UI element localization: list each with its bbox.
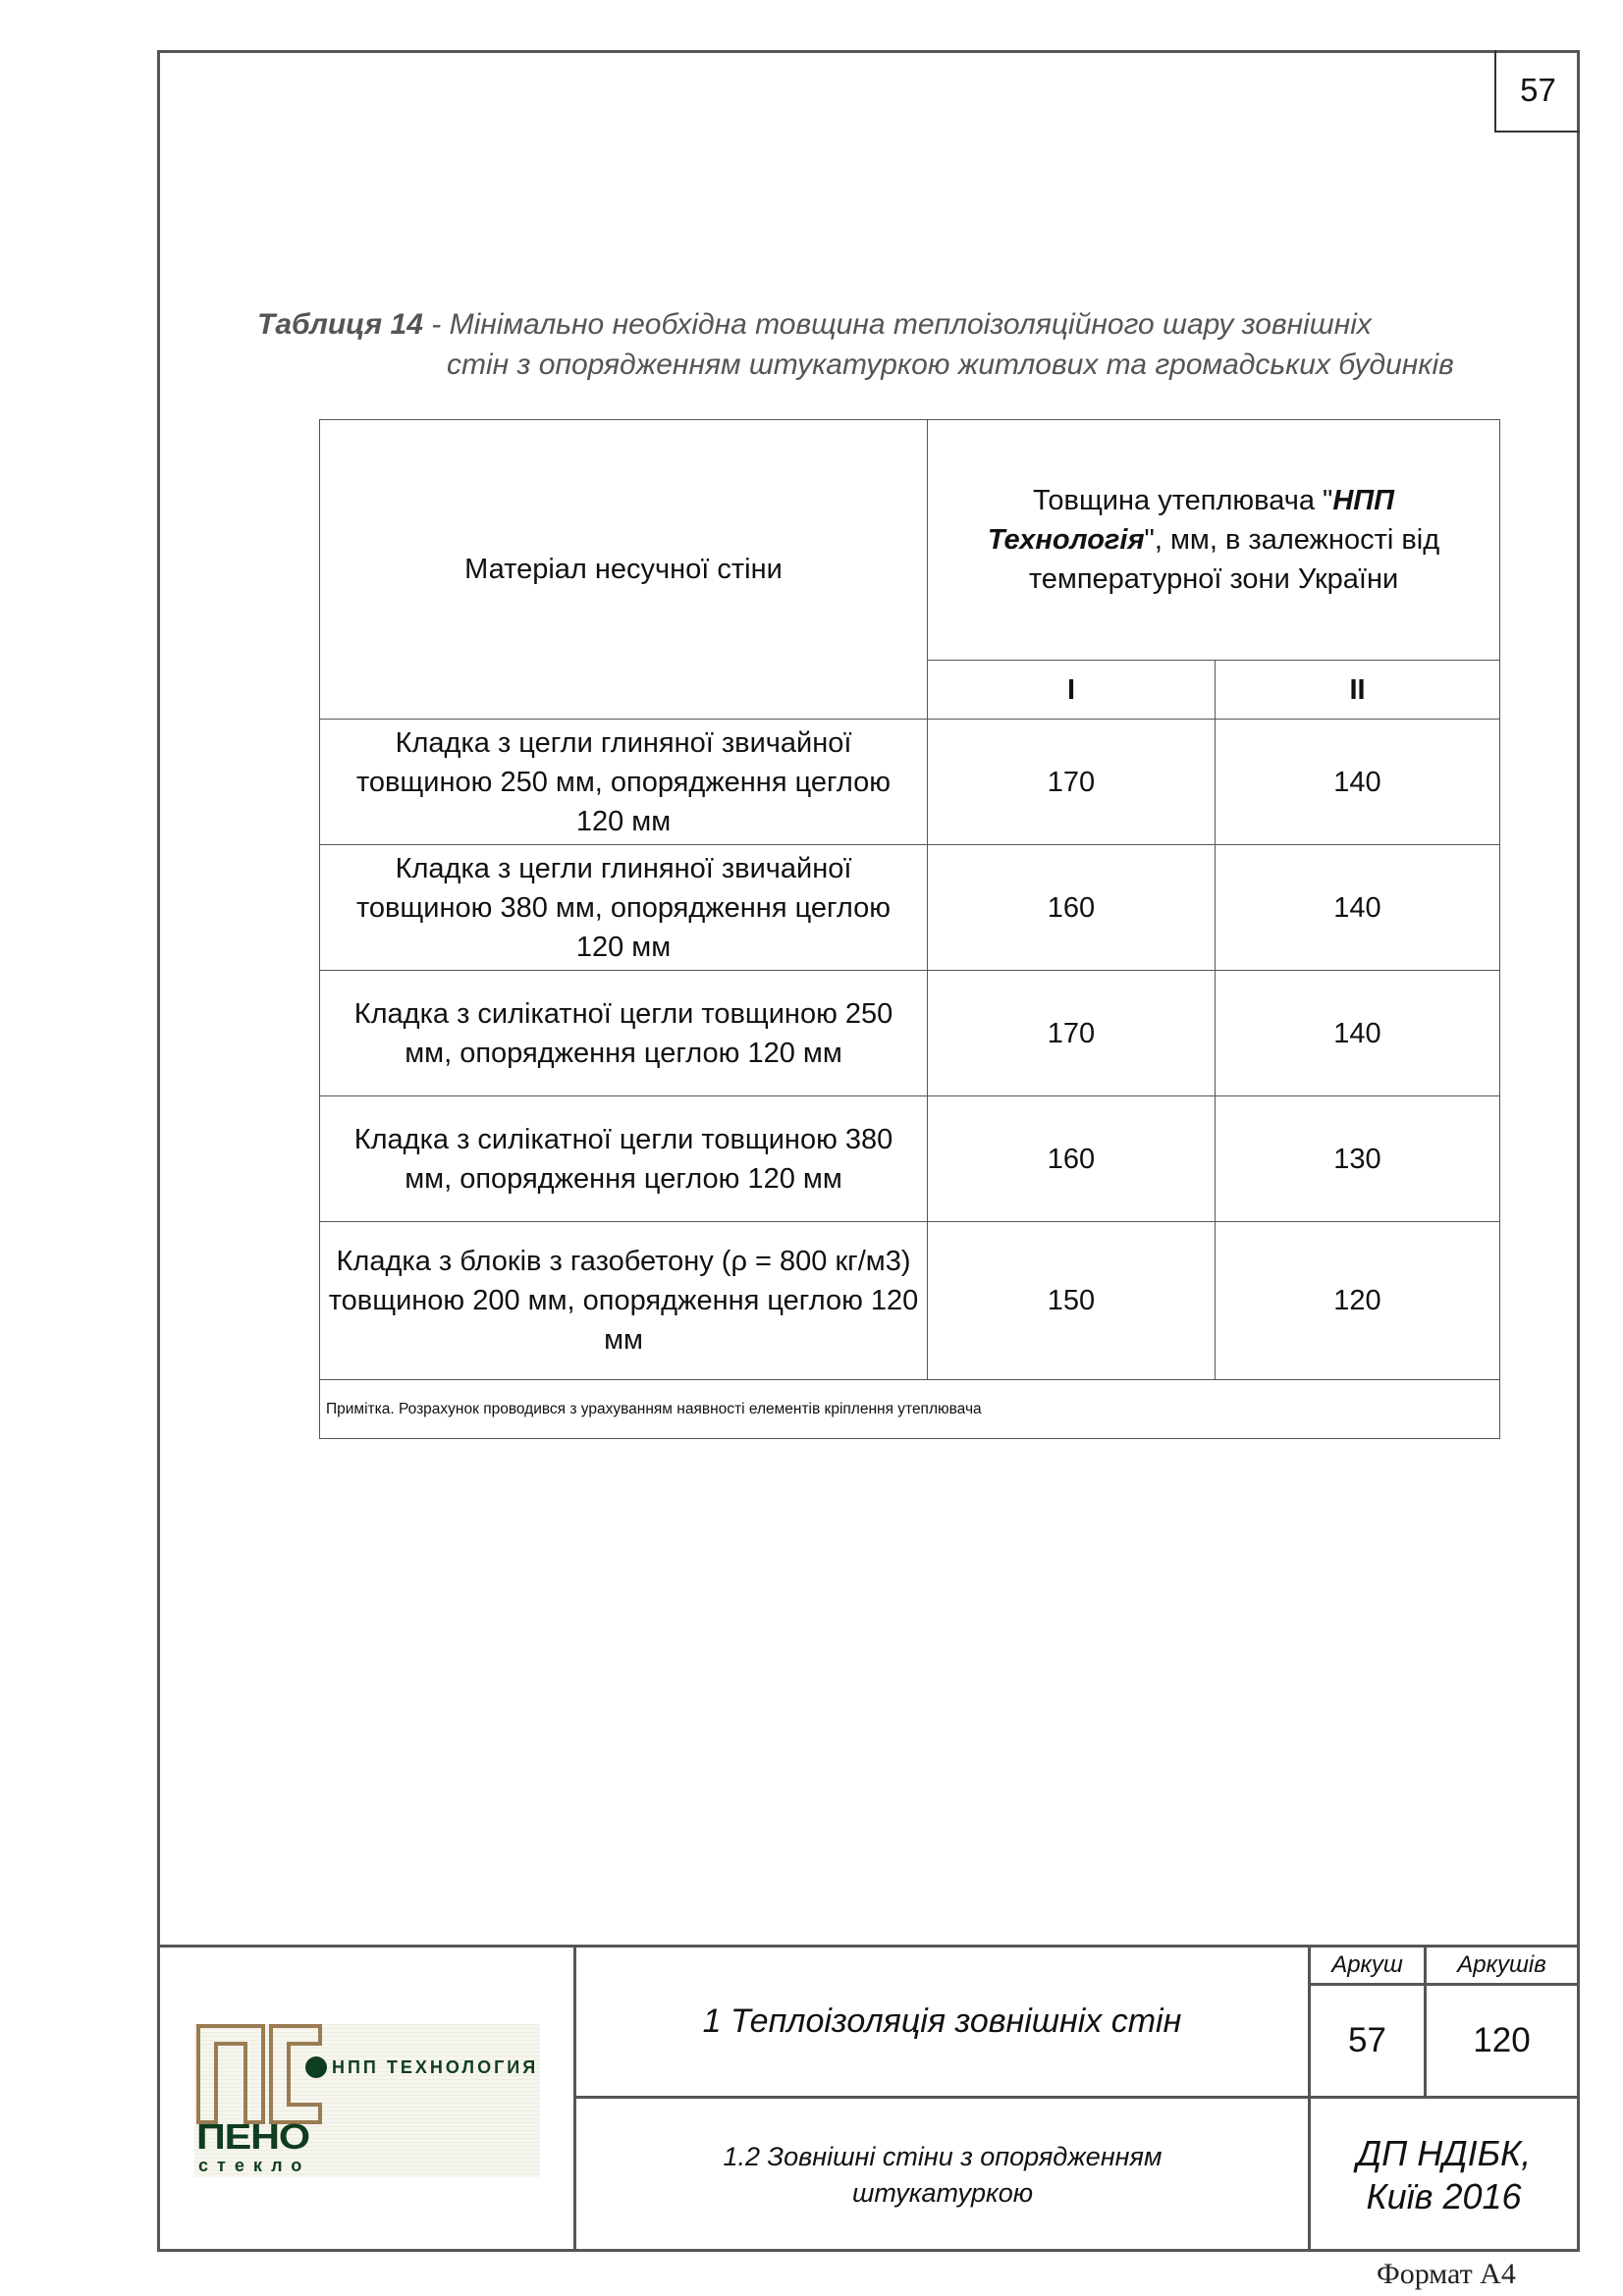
- caption-line1: Мінімально необхідна товщина теплоізоляційного шару зовнішніх: [449, 308, 1372, 341]
- zone1-cell: 150: [928, 1222, 1216, 1380]
- material-cell: Кладка з цегли глиняної звичайної товщиною 380 мм, опорядження цеглою 120 мм: [320, 845, 928, 971]
- caption-label: Таблиця 14: [257, 308, 423, 341]
- header-company-1: НПП: [1332, 485, 1395, 516]
- material-cell: Кладка з цегли глиняної звичайної товщиною 250 мм, опорядження цеглою 120 мм: [320, 720, 928, 845]
- organization: [1311, 2099, 1577, 2251]
- zone1-cell: 170: [928, 720, 1216, 845]
- caption-line2: стін з опорядженням штукатуркою житлових та громадських будинків: [447, 348, 1454, 381]
- header-thickness-pre: Товщина утеплювача ": [1032, 485, 1333, 516]
- page-number: 57: [1494, 50, 1580, 133]
- caption-separator: -: [422, 308, 450, 341]
- table-caption: [257, 304, 1573, 385]
- logo-brand-bottom: стекло: [198, 2156, 311, 2175]
- header-thickness: [928, 420, 1500, 661]
- material-cell: Кладка з силікатної цегли товщиною 250 мм, опорядження цеглою 120 мм: [320, 971, 928, 1096]
- logo-brand-top: ПЕНО: [196, 2116, 309, 2157]
- header-material: Матеріал несучної стіни: [320, 420, 928, 720]
- zone1-cell: 160: [928, 1096, 1216, 1222]
- section-title: 1 Теплоізоляція зовнішніх стін: [702, 2002, 1182, 2040]
- header-thickness-post: ", мм, в залежності від температурної зони України: [1028, 524, 1440, 595]
- table-row: [320, 1222, 1500, 1380]
- logo-company: НПП ТЕХНОЛОГИЯ: [332, 2057, 539, 2077]
- insulation-table: [319, 419, 1500, 1439]
- company-logo: [194, 2024, 540, 2177]
- subsection-title: 1.2 Зовнішні стіни з опорядженням штукатуркою: [723, 2141, 1163, 2208]
- sheet-value: 57: [1348, 2021, 1386, 2059]
- header-company-2: Технологія: [987, 524, 1145, 556]
- material-cell: Кладка з блоків з газобетону (ρ = 800 кг/м3) товщиною 200 мм, опорядження цеглою 120 мм: [320, 1222, 928, 1380]
- zone2-cell: 140: [1216, 720, 1500, 845]
- sheet-label: Аркуш: [1331, 1951, 1403, 1978]
- organization-line2: Київ 2016: [1366, 2175, 1522, 2216]
- zone1-cell: 170: [928, 971, 1216, 1096]
- table-row: [320, 971, 1500, 1096]
- zone2-cell: 140: [1216, 845, 1500, 971]
- sheets-value: 120: [1473, 2021, 1531, 2059]
- zone1-cell: 160: [928, 845, 1216, 971]
- material-cell: Кладка з силікатної цегли товщиною 380 мм, опорядження цеглою 120 мм: [320, 1096, 928, 1222]
- table-note: Примітка. Розрахунок проводився з урахуванням наявності елементів кріплення утеплювача: [320, 1380, 1500, 1439]
- logo-dot-icon: [305, 2056, 327, 2078]
- zone2-cell: 130: [1216, 1096, 1500, 1222]
- table-row: [320, 1096, 1500, 1222]
- header-zone-2: II: [1216, 661, 1500, 720]
- table-row: [320, 845, 1500, 971]
- sheets-label: Аркушів: [1457, 1951, 1546, 1978]
- organization-line1: ДП НДІБК,: [1356, 2132, 1532, 2173]
- table-note-row: [320, 1380, 1500, 1439]
- paper-format: Формат А4: [1377, 2258, 1516, 2290]
- zone2-cell: 140: [1216, 971, 1500, 1096]
- table-row: [320, 720, 1500, 845]
- header-zone-1: I: [928, 661, 1216, 720]
- zone2-cell: 120: [1216, 1222, 1500, 1380]
